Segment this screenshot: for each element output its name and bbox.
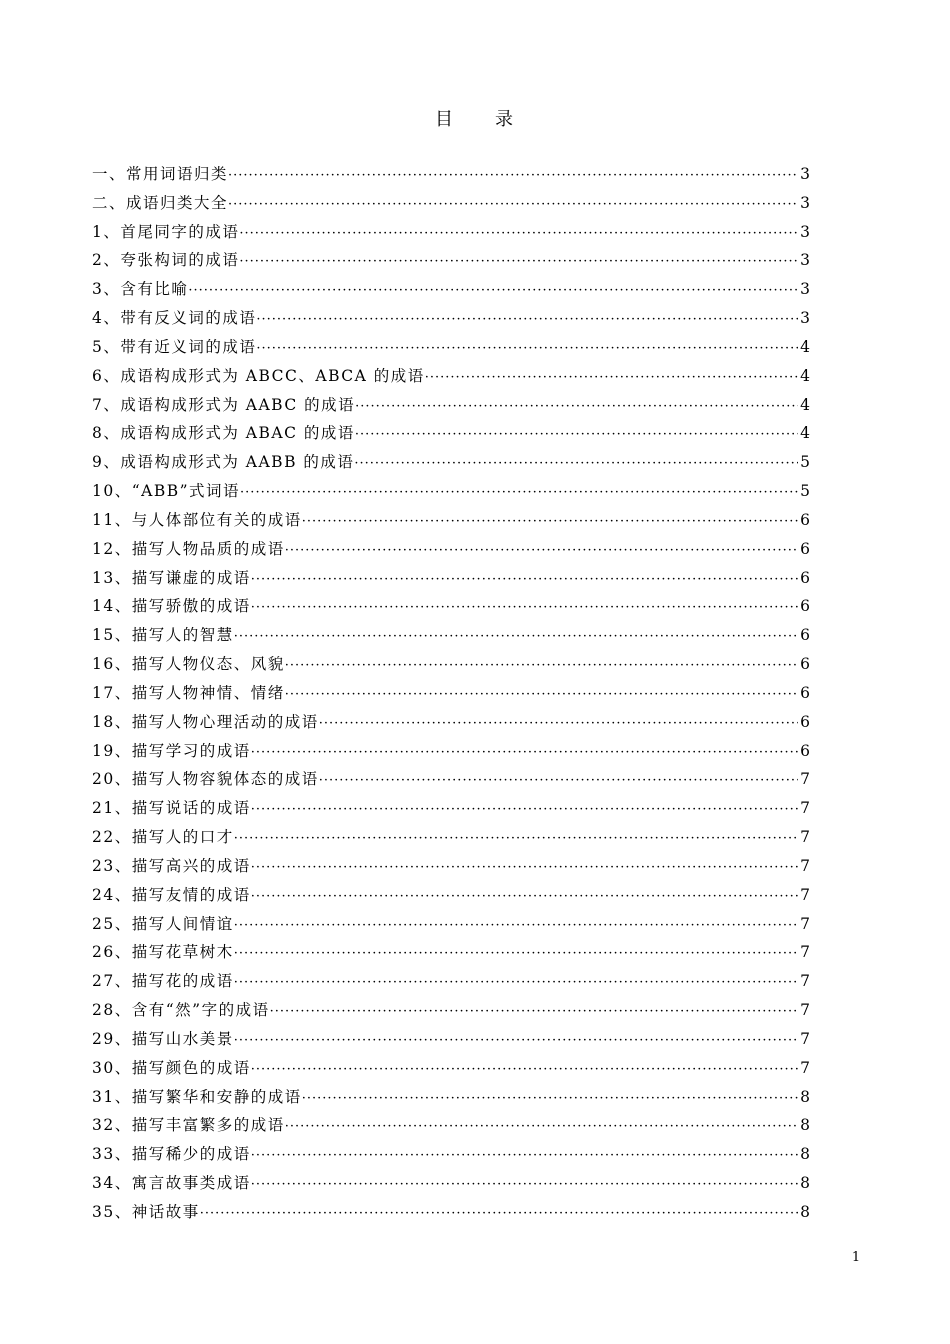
toc-entry[interactable] [92,1111,810,1140]
toc-entry[interactable] [92,823,810,852]
toc-entry-label: 16、描写人物仪态、风貌 [92,655,285,674]
toc-entry-label: 18、描写人物心理活动的成语 [92,712,319,731]
toc-dot-leader [355,393,798,422]
toc-entry[interactable] [92,1054,810,1083]
toc-entry-page: 6 [800,626,810,645]
toc-entry-page: 6 [800,597,810,616]
toc-dot-leader [285,681,798,710]
toc-entry-label: 9、成语构成形式为 AABB 的成语 [92,453,355,472]
toc-dot-leader [251,739,798,768]
toc-dot-leader [425,364,798,393]
toc-entry-page: 6 [800,655,810,674]
toc-entry-label: 20、描写人物容貌体态的成语 [92,770,319,789]
toc-entry-label: 27、描写花的成语 [92,972,234,991]
toc-dot-leader [239,248,798,277]
toc-entry[interactable] [92,679,810,708]
toc-entry[interactable] [92,333,810,362]
toc-entry-page: 3 [800,193,810,212]
toc-entry-label: 32、描写丰富繁多的成语 [92,1116,285,1135]
toc-entry[interactable] [92,477,810,506]
toc-entry[interactable] [92,938,810,967]
toc-title-part-2: 录 [495,109,515,130]
toc-title [0,108,950,132]
toc-entry-label: 7、成语构成形式为 AABC 的成语 [92,395,356,414]
toc-dot-leader [234,940,798,969]
toc-entry-page: 7 [800,972,810,991]
toc-entry-label: 34、寓言故事类成语 [92,1173,251,1192]
toc-entry[interactable] [92,881,810,910]
toc-entry-label: 28、含有“然”字的成语 [92,1001,270,1020]
toc-entry-label: 22、描写人的口才 [92,828,234,847]
toc-entry-page: 8 [800,1202,810,1221]
toc-entry-page: 7 [800,770,810,789]
toc-entry-label: 14、描写骄傲的成语 [92,597,251,616]
toc-dot-leader [302,1085,798,1114]
toc-entry-page: 8 [800,1116,810,1135]
toc-entry-page: 7 [800,885,810,904]
toc-entry[interactable] [92,1140,810,1169]
toc-dot-leader [285,537,798,566]
toc-entry-label: 13、描写谦虚的成语 [92,568,251,587]
toc-entry-page: 7 [800,799,810,818]
toc-dot-leader [251,594,798,623]
toc-entry[interactable] [92,564,810,593]
toc-dot-leader [251,796,798,825]
toc-entry-page: 5 [800,453,810,472]
toc-entry[interactable] [92,708,810,737]
toc-entry-label: 25、描写人间情谊 [92,914,234,933]
toc-entry[interactable] [92,852,810,881]
toc-entry[interactable] [92,910,810,939]
toc-entry-page: 7 [800,943,810,962]
toc-entry[interactable] [92,1083,810,1112]
toc-dot-leader [251,883,798,912]
toc-entry[interactable] [92,448,810,477]
toc-entry-label: 3、含有比喻 [92,280,189,299]
toc-entry[interactable] [92,419,810,448]
toc-entry-page: 3 [800,165,810,183]
toc-entry-label: 1、首尾同字的成语 [92,222,240,241]
toc-entry[interactable] [92,996,810,1025]
toc-entry[interactable] [92,362,810,391]
page-number: 1 [851,1250,861,1265]
toc-entry-page: 7 [800,828,810,847]
toc-entry[interactable] [92,765,810,794]
toc-entry-label: 二、成语归类大全 [92,193,229,212]
toc-entry-label: 15、描写人的智慧 [92,626,234,645]
toc-entry-page: 8 [800,1173,810,1192]
toc-entry[interactable] [92,189,810,218]
toc-dot-leader [354,450,798,479]
toc-entry[interactable] [92,535,810,564]
toc-dot-leader [251,566,798,595]
toc-entry-page: 4 [800,366,810,385]
toc-entry-label: 21、描写说话的成语 [92,799,251,818]
toc-entry[interactable] [92,650,810,679]
toc-dot-leader [228,162,798,191]
toc-entry[interactable] [92,246,810,275]
toc-entry-page: 3 [800,222,810,241]
toc-dot-leader [285,652,798,681]
toc-entry[interactable] [92,1169,810,1198]
toc-entry[interactable] [92,621,810,650]
toc-entry-page: 5 [800,482,810,501]
toc-entry-label: 5、带有近义词的成语 [92,337,257,356]
toc-entry-page: 6 [800,539,810,558]
toc-entry-page: 8 [800,1145,810,1164]
toc-entry-label: 6、成语构成形式为 ABCC、ABCA 的成语 [92,366,425,385]
toc-dot-leader [256,306,798,335]
toc-entry-page: 7 [800,914,810,933]
toc-entry-page: 6 [800,568,810,587]
toc-entry[interactable] [92,304,810,333]
toc-entry-page: 6 [800,741,810,760]
toc-dot-leader [234,623,798,652]
toc-entry[interactable] [92,967,810,996]
toc-dot-leader [239,220,798,249]
toc-title-part-1: 目 [435,109,455,130]
toc-entry[interactable] [92,218,810,247]
toc-dot-leader [234,969,798,998]
toc-entry-label: 26、描写花草树木 [92,943,234,962]
toc-list [92,160,810,1227]
toc-entry-label: 23、描写高兴的成语 [92,856,251,875]
toc-entry-page: 7 [800,856,810,875]
toc-dot-leader [228,191,798,220]
toc-entry-page: 4 [800,395,810,414]
toc-dot-leader [251,1171,798,1200]
toc-entry-label: 31、描写繁华和安静的成语 [92,1087,302,1106]
toc-entry-label: 35、神话故事 [92,1202,200,1221]
toc-entry-label: 4、带有反义词的成语 [92,309,257,328]
toc-entry-page: 4 [800,337,810,356]
toc-dot-leader [270,998,798,1027]
toc-dot-leader [251,1056,798,1085]
toc-dot-leader [240,479,798,508]
toc-entry-label: 2、夸张构词的成语 [92,251,240,270]
toc-entry-label: 17、描写人物神情、情绪 [92,683,285,702]
toc-entry-page: 3 [800,280,810,299]
toc-entry-label: 11、与人体部位有关的成语 [92,510,302,529]
toc-entry-label: 24、描写友情的成语 [92,885,251,904]
toc-entry-page: 6 [800,510,810,529]
toc-entry-label: 12、描写人物品质的成语 [92,539,285,558]
toc-dot-leader [251,1142,798,1171]
toc-dot-leader [234,1027,798,1056]
toc-dot-leader [302,508,798,537]
toc-entry-page: 3 [800,251,810,270]
toc-dot-leader [285,1113,798,1142]
toc-entry-page: 3 [800,309,810,328]
toc-entry[interactable] [92,506,810,535]
toc-entry-label: 30、描写颜色的成语 [92,1058,251,1077]
toc-dot-leader [200,1200,798,1229]
toc-dot-leader [355,421,798,450]
toc-entry-page: 8 [800,1087,810,1106]
toc-entry-label: 19、描写学习的成语 [92,741,251,760]
toc-entry-page: 4 [800,424,810,443]
toc-dot-leader [319,710,798,739]
toc-entry[interactable] [92,737,810,766]
toc-entry[interactable] [92,1025,810,1054]
toc-entry[interactable] [92,1198,810,1227]
toc-entry[interactable] [92,794,810,823]
toc-entry-page: 6 [800,683,810,702]
toc-entry-page: 6 [800,712,810,731]
toc-entry-label: 29、描写山水美景 [92,1029,234,1048]
toc-entry-label: 一、常用词语归类 [92,165,229,183]
toc-dot-leader [256,335,798,364]
toc-entry-page: 7 [800,1001,810,1020]
toc-entry-page: 7 [800,1058,810,1077]
toc-dot-leader [251,854,798,883]
toc-dot-leader [188,277,798,306]
toc-entry-label: 10、“ABB”式词语 [92,482,241,501]
toc-entry[interactable] [92,160,810,189]
toc-dot-leader [234,912,798,941]
toc-entry-label: 8、成语构成形式为 ABAC 的成语 [92,424,355,443]
toc-entry[interactable] [92,391,810,420]
toc-entry[interactable] [92,275,810,304]
toc-entry-label: 33、描写稀少的成语 [92,1145,251,1164]
toc-dot-leader [234,825,798,854]
toc-entry[interactable] [92,592,810,621]
toc-dot-leader [319,767,798,796]
toc-entry-page: 7 [800,1029,810,1048]
